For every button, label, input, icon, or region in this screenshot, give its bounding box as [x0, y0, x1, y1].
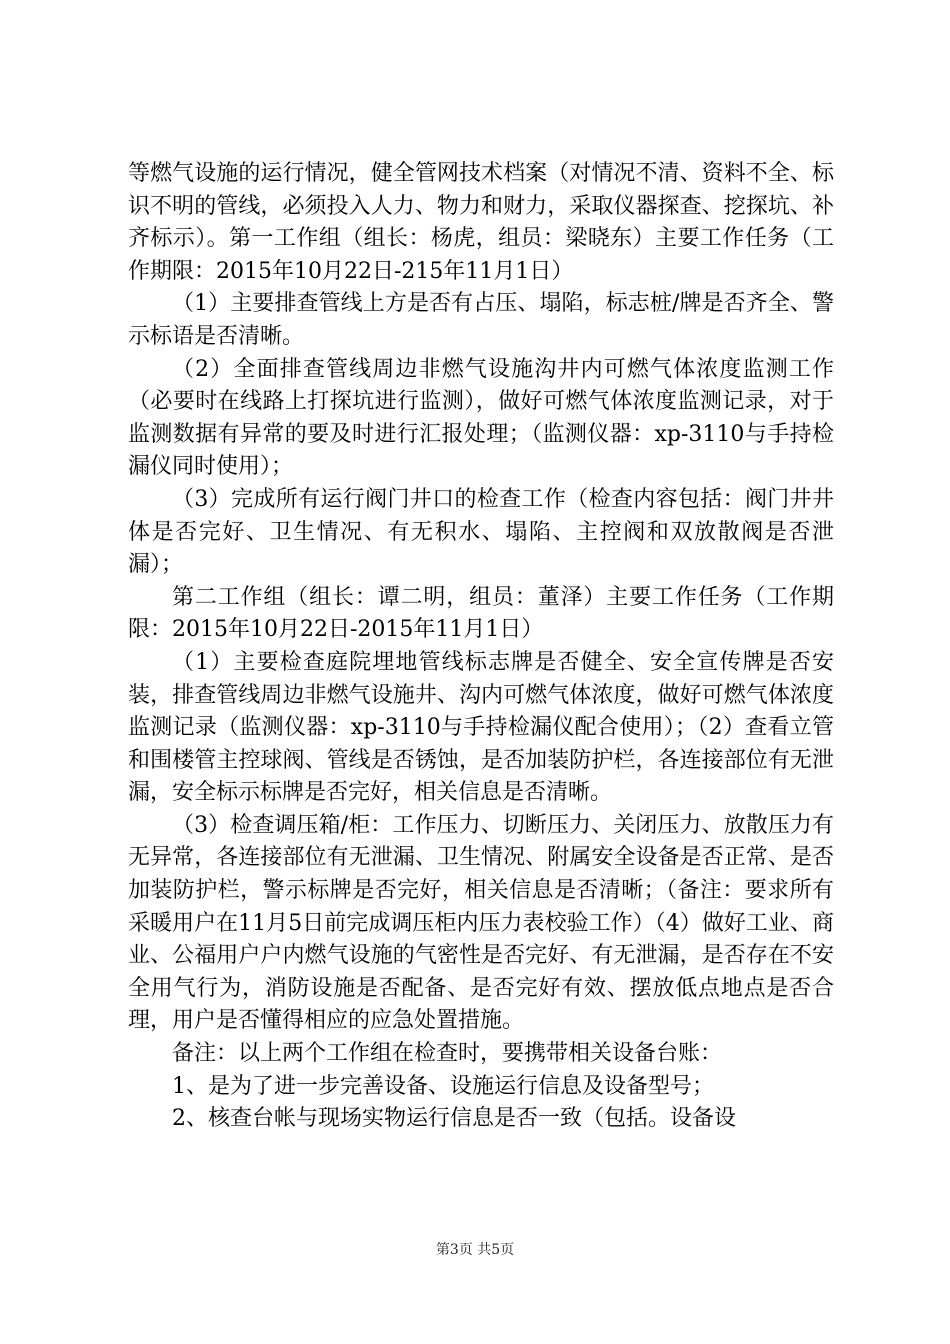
paragraph-2: （1）主要排查管线上方是否有占压、塌陷，标志桩/牌是否齐全、警示标语是否清晰。: [128, 291, 834, 349]
document-body: [128, 158, 834, 1136]
paragraph-3: （2）全面排查管线周边非燃气设施沟井内可燃气体浓度监测工作（必要时在线路上打探坑进行监测），做好可燃气体浓度监测记录，对于监测数据有异常的要及时进行汇报处理；（监测仪器：xp-3110与手持检漏仪同时使用）；: [128, 356, 834, 480]
paragraph-7: （3）检查调压箱/柜：工作压力、切断压力、关闭压力、放散压力有无异常，各连接部位有无泄漏、卫生情况、附属安全设备是否正常、是否加装防护栏，警示标牌是否完好，相关信息是否清晰；（备注：要求所有采暖用户在11月5日前完成调压柜内压力表校验工作）（4）做好工业、商业、公福用户户内燃气设施的气密性是否完好、有无泄漏，是否存在不安全用气行为，消防设施是否配备、是否完好有效、摆放低点地点是否合理，用户是否懂得相应的应急处置措施。: [128, 812, 834, 1034]
paragraph-4: （3）完成所有运行阀门井口的检查工作（检查内容包括：阀门井井体是否完好、卫生情况、有无积水、塌陷、主控阀和双放散阀是否泄漏）；: [128, 486, 834, 578]
paragraph-6: （1）主要检查庭院埋地管线标志牌是否健全、安全宣传牌是否安装，排查管线周边非燃气设施井、沟内可燃气体浓度，做好可燃气体浓度监测记录（监测仪器：xp-3110与手持检漏仪配合使用）；（2）查看立管和围楼管主控球阀、管线是否锈蚀，是否加装防护栏，各连接部位有无泄漏，安全标示标牌是否完好，相关信息是否清晰。: [128, 649, 834, 806]
paragraph-10: 2、核查台帐与现场实物运行信息是否一致（包括。设备设: [172, 1106, 736, 1132]
paragraph-1: 等燃气设施的运行情况，健全管网技术档案（对情况不清、资料不全、标识不明的管线，必须投入人力、物力和财力，采取仪器探查、挖探坑、补齐标示）。第一工作组（组长：杨虎，组员：梁晓东）主要工作任务（工作期限：2015年10月22日-215年11月1日）: [128, 161, 834, 284]
paragraph-5: 第二工作组（组长：谭二明，组员：董泽）主要工作任务（工作期限：2015年10月22日-2015年11月1日）: [128, 584, 834, 643]
paragraph-8: 备注：以上两个工作组在检查时，要携带相关设备台账：: [172, 1041, 723, 1067]
page-number-footer: 第3页 共5页: [435, 1242, 515, 1258]
paragraph-9: 1、是为了进一步完善设备、设施运行信息及设备型号；: [172, 1073, 714, 1099]
